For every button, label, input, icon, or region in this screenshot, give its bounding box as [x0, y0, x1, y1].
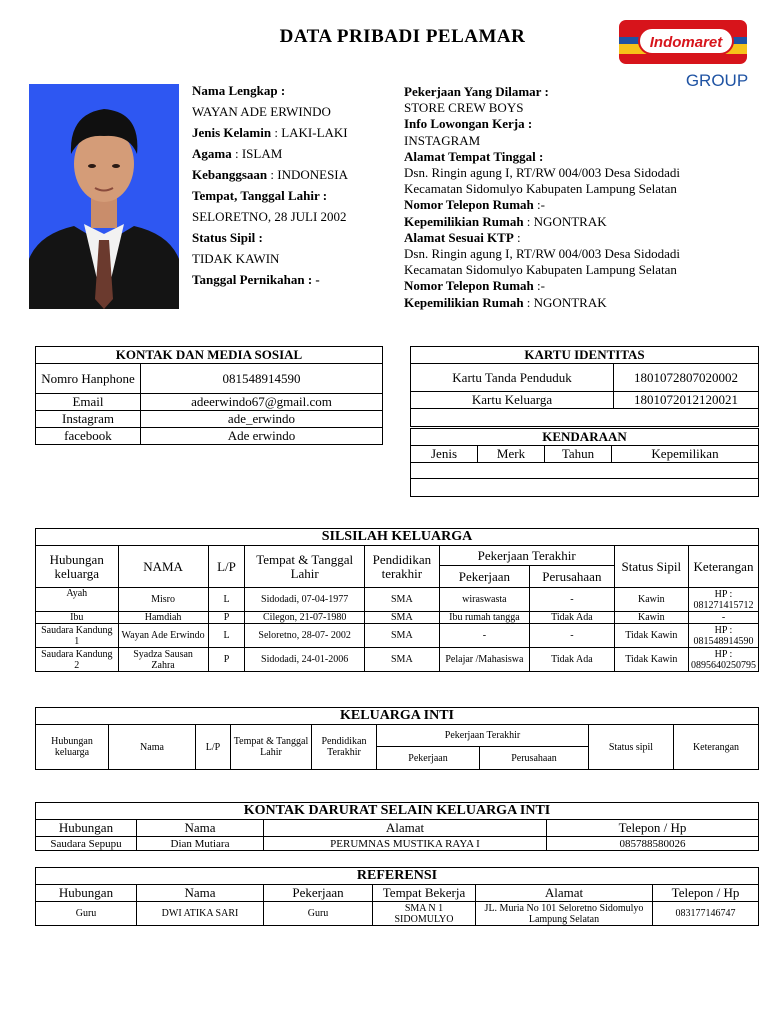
keluarga-inti-table [35, 707, 759, 770]
referensi-col-telp: Telepon / Hp [653, 885, 759, 902]
info-label: Info Lowongan Kerja : [404, 116, 533, 132]
table-cell: - [530, 624, 615, 648]
silsilah-col-nama: NAMA [118, 546, 208, 588]
inti-col-pek-group: Pekerjaan Terakhir [377, 725, 589, 747]
table-cell: Tidak Ada [530, 612, 615, 624]
table-cell: PERUMNAS MUSTIKA RAYA I [264, 837, 547, 851]
table-row [36, 902, 759, 926]
table-cell: SMA [364, 624, 439, 648]
kartu-label-ktp: Kartu Tanda Penduduk [411, 364, 614, 392]
table-cell: SMA N 1 SIDOMULYO [373, 902, 476, 926]
inti-col-status: Status sipil [589, 725, 674, 770]
kendaraan-empty-row [411, 463, 759, 479]
kebangsaan-label: Kebanggsaan [192, 167, 268, 182]
kendaraan-header: KENDARAAN [411, 429, 759, 446]
kendaraan-empty-row [411, 479, 759, 497]
kontak-table [35, 346, 383, 445]
nama-label: Nama Lengkap : [192, 83, 286, 98]
table-cell: - [689, 612, 759, 624]
kartu-empty-row [411, 409, 759, 427]
table-row [36, 624, 759, 648]
alamat-line1: Dsn. Ringin agung I, RT/RW 004/003 Desa Sidodadi [404, 165, 680, 181]
kontak-label-hp: Nomro Hanphone [36, 364, 141, 394]
kontak-header: KONTAK DAN MEDIA SOSIAL [36, 347, 383, 364]
nama-value: WAYAN ADE ERWINDO [192, 104, 331, 119]
table-cell: Syadza Sausan Zahra [118, 648, 208, 672]
silsilah-col-per: Perusahaan [530, 566, 615, 588]
ttl-value: SELORETNO, 28 JULI 2002 [192, 209, 347, 224]
referensi-col-alamat: Alamat [476, 885, 653, 902]
inti-col-nama: Nama [109, 725, 196, 770]
table-row [36, 588, 759, 612]
inti-col-per: Perusahaan [480, 747, 589, 770]
table-cell: SMA [364, 588, 439, 612]
jk-value: : LAKI-LAKI [274, 125, 348, 140]
kontak-label-instagram: Instagram [36, 411, 141, 428]
table-cell: Guru [264, 902, 373, 926]
referensi-col-pekerjaan: Pekerjaan [264, 885, 373, 902]
kontak-value-facebook: Ade erwindo [141, 428, 383, 445]
logo-brand: Indomaret [649, 34, 723, 51]
table-cell: Saudara Kandung 1 [36, 624, 119, 648]
milik-value: : NGONTRAK [526, 213, 607, 229]
table-cell: Tidak Kawin [614, 648, 688, 672]
silsilah-col-pek: Pekerjaan [439, 566, 529, 588]
darurat-header: KONTAK DARURAT SELAIN KELUARGA INTI [36, 803, 759, 820]
table-cell: Ibu rumah tangga [439, 612, 529, 624]
jk-label: Jenis Kelamin [192, 125, 272, 140]
kebangsaan-value: : INDONESIA [270, 167, 349, 182]
table-cell: L [208, 588, 245, 612]
telp2-value: :- [537, 278, 545, 294]
table-cell: Cilegon, 21-07-1980 [245, 612, 365, 624]
milik2-label: Kepemilikian Rumah [404, 294, 524, 310]
kontak-value-hp: 081548914590 [141, 364, 383, 394]
telp-label: Nomor Telepon Rumah [404, 197, 534, 213]
kendaraan-col-kepemilikan: Kepemilikan [612, 446, 759, 463]
table-cell: Guru [36, 902, 137, 926]
inti-col-hub: Hubungan keluarga [36, 725, 109, 770]
darurat-col-alamat: Alamat [264, 820, 547, 837]
inti-col-pek: Pekerjaan [377, 747, 480, 770]
table-cell: SMA [364, 612, 439, 624]
kartu-table [410, 346, 759, 427]
referensi-header: REFERENSI [36, 868, 759, 885]
inti-col-pend: Pendidikan Terakhir [312, 725, 377, 770]
telp2-label: Nomor Telepon Rumah [404, 278, 534, 294]
table-cell: HP : 081548914590 [689, 624, 759, 648]
info-value: INSTAGRAM [404, 132, 481, 148]
darurat-col-hub: Hubungan [36, 820, 137, 837]
logo-group: GROUP [685, 71, 749, 90]
agama-label: Agama [192, 146, 232, 161]
ktp-label: Alamat Sesuai KTP [404, 229, 514, 245]
indomaret-logo [617, 20, 749, 92]
table-cell: Misro [118, 588, 208, 612]
kartu-header: KARTU IDENTITAS [411, 347, 759, 364]
table-cell: Kawin [614, 612, 688, 624]
table-cell: 083177146747 [653, 902, 759, 926]
kendaraan-table [410, 428, 759, 497]
inti-header: KELUARGA INTI [36, 708, 759, 725]
table-cell: Wayan Ade Erwindo [118, 624, 208, 648]
kendaraan-col-tahun: Tahun [545, 446, 612, 463]
milik-label: Kepemilikian Rumah [404, 213, 524, 229]
table-cell: L [208, 624, 245, 648]
ttl-label: Tempat, Tanggal Lahir : [192, 188, 328, 203]
status-value: TIDAK KAWIN [192, 251, 280, 266]
kendaraan-col-merk: Merk [478, 446, 545, 463]
table-cell: Sidodadi, 24-01-2006 [245, 648, 365, 672]
silsilah-col-status: Status Sipil [614, 546, 688, 588]
kartu-value-ktp: 1801072807020002 [614, 364, 759, 392]
table-cell: HP : 081271415712 [689, 588, 759, 612]
table-cell: Ibu [36, 612, 119, 624]
nikah-label: Tanggal Pernikahan : - [192, 272, 320, 287]
telp-value: :- [537, 197, 545, 213]
table-cell: SMA [364, 648, 439, 672]
table-cell: - [439, 624, 529, 648]
referensi-col-nama: Nama [137, 885, 264, 902]
table-cell: Pelajar /Mahasiswa [439, 648, 529, 672]
ktp-line2: Kecamatan Sidomulyo Kabupaten Lampung Selatan [404, 262, 677, 278]
table-row [36, 612, 759, 624]
silsilah-col-pend: Pendidikan terakhir [364, 546, 439, 588]
agama-value: : ISLAM [234, 146, 283, 161]
table-row [36, 837, 759, 851]
ktp-line1: Dsn. Ringin agung I, RT/RW 004/003 Desa Sidodadi [404, 246, 680, 262]
darurat-table [35, 802, 759, 851]
table-cell: Sidodadi, 07-04-1977 [245, 588, 365, 612]
kontak-label-email: Email [36, 394, 141, 411]
table-cell: DWI ATIKA SARI [137, 902, 264, 926]
table-cell: Kawin [614, 588, 688, 612]
table-cell: P [208, 648, 245, 672]
referensi-table [35, 867, 759, 926]
pekerjaan-label: Pekerjaan Yang Dilamar : [404, 84, 549, 99]
table-cell: - [530, 588, 615, 612]
milik2-value: : NGONTRAK [526, 294, 607, 310]
silsilah-col-hub: Hubungan keluarga [36, 546, 119, 588]
table-cell: Dian Mutiara [137, 837, 264, 851]
silsilah-col-ket: Keterangan [689, 546, 759, 588]
table-cell: wiraswasta [439, 588, 529, 612]
silsilah-col-lp: L/P [208, 546, 245, 588]
page-title: DATA PRIBADI PELAMAR [279, 26, 526, 47]
table-cell: Tidak Ada [530, 648, 615, 672]
table-cell: Tidak Kawin [614, 624, 688, 648]
table-cell: Seloretno, 28-07- 2002 [245, 624, 365, 648]
table-cell: JL. Muria No 101 Seloretno Sidomulyo Lampung Selatan [476, 902, 653, 926]
kontak-label-facebook: facebook [36, 428, 141, 445]
silsilah-table [35, 528, 759, 672]
inti-col-ket: Keterangan [674, 725, 759, 770]
personal-info-left [192, 80, 397, 290]
inti-col-lp: L/P [196, 725, 231, 770]
alamat-line2: Kecamatan Sidomulyo Kabupaten Lampung Selatan [404, 181, 677, 197]
kontak-value-email: adeerwindo67@gmail.com [141, 394, 383, 411]
personal-info-right [404, 84, 744, 311]
referensi-col-hub: Hubungan [36, 885, 137, 902]
inti-col-ttl: Tempat & Tanggal Lahir [231, 725, 312, 770]
kontak-value-instagram: ade_erwindo [141, 411, 383, 428]
silsilah-col-ttl: Tempat & Tanggal Lahir [245, 546, 365, 588]
pekerjaan-value: STORE CREW BOYS [404, 100, 524, 116]
table-cell: Ayah [36, 588, 119, 612]
kendaraan-col-jenis: Jenis [411, 446, 478, 463]
referensi-col-tempat: Tempat Bekerja [373, 885, 476, 902]
silsilah-col-pek-group: Pekerjaan Terakhir [439, 546, 614, 566]
darurat-col-nama: Nama [137, 820, 264, 837]
table-cell: Saudara Sepupu [36, 837, 137, 851]
ktp-colon: : [517, 229, 521, 245]
table-cell: Hamdiah [118, 612, 208, 624]
table-cell: 085788580026 [547, 837, 759, 851]
kartu-label-kk: Kartu Keluarga [411, 392, 614, 409]
alamat-label: Alamat Tempat Tinggal : [404, 148, 544, 164]
table-cell: P [208, 612, 245, 624]
table-cell: HP : 0895640250795 [689, 648, 759, 672]
table-row [36, 648, 759, 672]
kartu-value-kk: 1801072012120021 [614, 392, 759, 409]
silsilah-header: SILSILAH KELUARGA [36, 529, 759, 546]
darurat-col-telp: Telepon / Hp [547, 820, 759, 837]
status-label: Status Sipil : [192, 230, 263, 245]
table-cell: Saudara Kandung 2 [36, 648, 119, 672]
applicant-photo [29, 84, 179, 309]
